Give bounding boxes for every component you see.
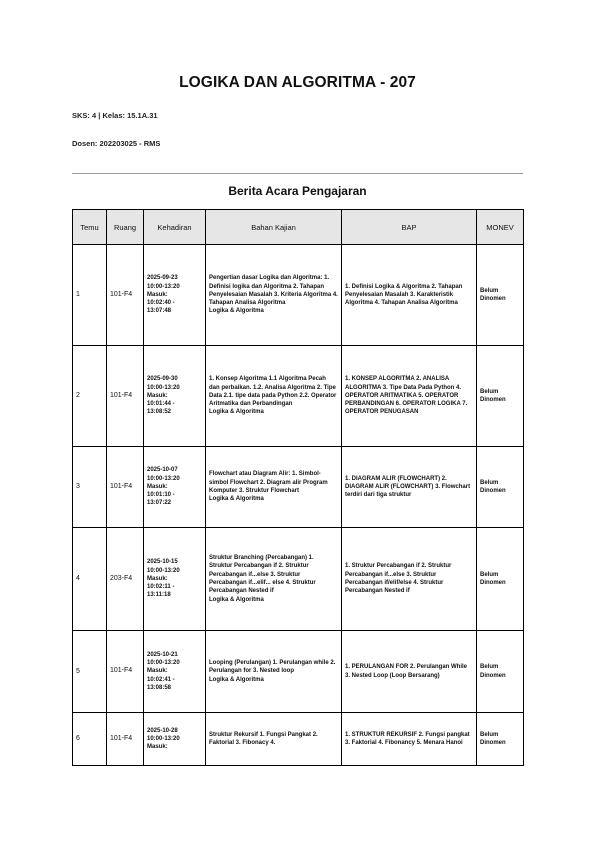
table-row [73,447,524,528]
teaching-report-table [72,209,524,766]
bap-cell: 1. STRUKTUR REKURSIF 2. Fungsi pangkat 3. Faktorial 4. Fibonancy 5. Menara Hanoi [342,713,477,766]
kehadiran-label: Masuk: [147,575,168,582]
kehadiran-out: 13:08:58 [147,684,172,691]
lecturer-meta [72,139,160,148]
ruang-cell: 101-F4 [107,447,144,528]
sks-value: 4 [92,111,97,120]
bahan-kajian-text: Pengertian dasar Logika dan Algoritma: 1. Definisi logika dan Algoritma 2. Tahapan Penyelesaian Masalah 3. Kriteria Algoritma 4. Tahapan Analisa Algoritma [209,275,338,307]
kehadiran-cell [144,528,206,631]
bahan-kajian-tag: Logika & Algoritma [209,496,264,503]
kehadiran-time: 10:00-13:20 [147,384,180,391]
temu-cell: 3 [73,447,107,528]
monev-cell: Belum Dinomen [477,528,524,631]
table-row [73,245,524,346]
temu-cell: 2 [73,346,107,447]
bahan-kajian-text: Flowchart atau Diagram Alir: 1. Simbol-simbol Flowchart 2. Diagram alir Program Komputer 3. Struktur Flowchart [209,471,328,494]
kehadiran-cell [144,245,206,346]
kehadiran-time: 10:00-13:20 [147,660,180,667]
kehadiran-cell [144,631,206,713]
kehadiran-time: 10:00-13:20 [147,735,180,742]
meta-separator: | [98,111,101,120]
bahan-kajian-text: 1. Konsep Algoritma 1.1 Algoritma Pecah dan perbaikan. 1.2. Analisa Algoritma 2. Tipe Data 2.1. tipe data pada Python 2.2. Operator Aritmatika dan Perbandingan [209,376,337,408]
kehadiran-out: 13:07:22 [147,500,172,507]
temu-cell: 5 [73,631,107,713]
kehadiran-time: 10:00-13:20 [147,567,180,574]
sks-label: SKS: [72,111,90,120]
kehadiran-out: 13:11:18 [147,592,171,599]
table-row [73,631,524,713]
temu-cell: 4 [73,528,107,631]
monev-cell: Belum Dinomen [477,713,524,766]
kehadiran-in: 10:02:41 - [147,676,175,683]
ruang-cell: 203-F4 [107,528,144,631]
kehadiran-out: 13:07:48 [147,308,172,315]
kehadiran-date: 2025-09-23 [147,275,178,282]
kehadiran-label: Masuk: [147,744,168,751]
kehadiran-time: 10:00-13:20 [147,283,180,290]
ruang-cell: 101-F4 [107,713,144,766]
column-header-temu: Temu [73,210,107,245]
monev-cell: Belum Dinomen [477,346,524,447]
column-header-bap: BAP [342,210,477,245]
course-title: LOGIKA DAN ALGORITMA - 207 [179,74,416,91]
bahan-kajian-cell [206,245,342,346]
column-header-kehadiran: Kehadiran [144,210,206,245]
bahan-kajian-text: Struktur Branching (Percabangan) 1. Struktur Percabangan if 2. Struktur Percabangan if...else 3. Struktur Percabangan if...elif... else 4. Struktur Percabangan Nested if [209,555,316,595]
kehadiran-label: Masuk: [147,668,168,675]
column-header-ruang: Ruang [107,210,144,245]
column-header-bahan-kajian: Bahan Kajian [206,210,342,245]
kehadiran-date: 2025-10-28 [147,727,178,734]
bahan-kajian-cell [206,528,342,631]
kehadiran-time: 10:00-13:20 [147,475,180,482]
column-header-monev: MONEV [477,210,524,245]
kelas-label: Kelas: [102,111,125,120]
course-meta [72,111,158,120]
kehadiran-label: Masuk: [147,392,168,399]
kehadiran-out: 13:08:52 [147,409,172,416]
bahan-kajian-text: Struktur Rekursif 1. Fungsi Pangkat 2. Faktorial 3. Fibonacy 4. [209,731,318,746]
bap-cell: 1. PERULANGAN FOR 2. Perulangan While 3. Nested Loop (Loop Bersarang) [342,631,477,713]
bap-cell: 1. Definisi Logika & Algoritma 2. Tahapan Penyelesaian Masalah 3. Karakteristik Algoritma 4. Tahapan Analisa Algoritma [342,245,477,346]
kehadiran-in: 10:01:10 - [147,492,175,499]
bahan-kajian-tag: Logika & Algoritma [209,308,264,315]
ruang-cell: 101-F4 [107,346,144,447]
kehadiran-in: 10:01:44 - [147,401,175,408]
kehadiran-date: 2025-10-07 [147,467,178,474]
kelas-value: 15.1A.31 [127,111,158,120]
kehadiran-in: 10:02:40 - [147,300,175,307]
kehadiran-in: 10:02:11 - [147,584,175,591]
kehadiran-cell [144,346,206,447]
bahan-kajian-cell [206,631,342,713]
dosen-value: 202203025 - RMS [99,139,161,148]
bahan-kajian-text: Looping (Perulangan) 1. Perulangan while 2. Perulangan for 3. Nested loop [209,660,336,675]
table-header-row [73,210,524,245]
bahan-kajian-cell [206,346,342,447]
bahan-kajian-tag: Logika & Algoritma [209,676,264,683]
bahan-kajian-tag: Logika & Algoritma [209,409,264,416]
kehadiran-cell [144,713,206,766]
kehadiran-label: Masuk: [147,291,168,298]
kehadiran-cell [144,447,206,528]
ruang-cell: 101-F4 [107,631,144,713]
ruang-cell: 101-F4 [107,245,144,346]
bap-cell: 1. DIAGRAM ALIR (FLOWCHART) 2. DIAGRAM ALIR (FLOWCHART) 3. Flowchart terdiri dari tiga struktur [342,447,477,528]
monev-cell: Belum Dinomen [477,245,524,346]
bahan-kajian-cell [206,447,342,528]
kehadiran-date: 2025-10-15 [147,559,178,566]
temu-cell: 1 [73,245,107,346]
kehadiran-date: 2025-10-21 [147,651,178,658]
section-title: Berita Acara Pengajaran [228,184,367,198]
table-row [73,528,524,631]
table-row [73,713,524,766]
bap-cell: 1. Struktur Percabangan if 2. Struktur Percabangan if...else 3. Struktur Percabangan if/elif/else 4. Struktur Percabangan Nested if [342,528,477,631]
monev-cell: Belum Dinomen [477,631,524,713]
dosen-label: Dosen: [72,139,98,148]
monev-cell: Belum Dinomen [477,447,524,528]
kehadiran-label: Masuk: [147,483,168,490]
bahan-kajian-cell [206,713,342,766]
temu-cell: 6 [73,713,107,766]
divider [72,173,523,174]
bap-cell: 1. KONSEP ALGORITMA 2. ANALISA ALGORITMA 3. Tipe Data Pada Python 4. OPERATOR ARITMATIKA 5. OPERATOR PERBANDINGAN 6. OPERATOR LOGIKA 7. OPERATOR PENUGASAN [342,346,477,447]
bahan-kajian-tag: Logika & Algoritma [209,596,264,603]
table-row [73,346,524,447]
kehadiran-date: 2025-09-30 [147,376,178,383]
